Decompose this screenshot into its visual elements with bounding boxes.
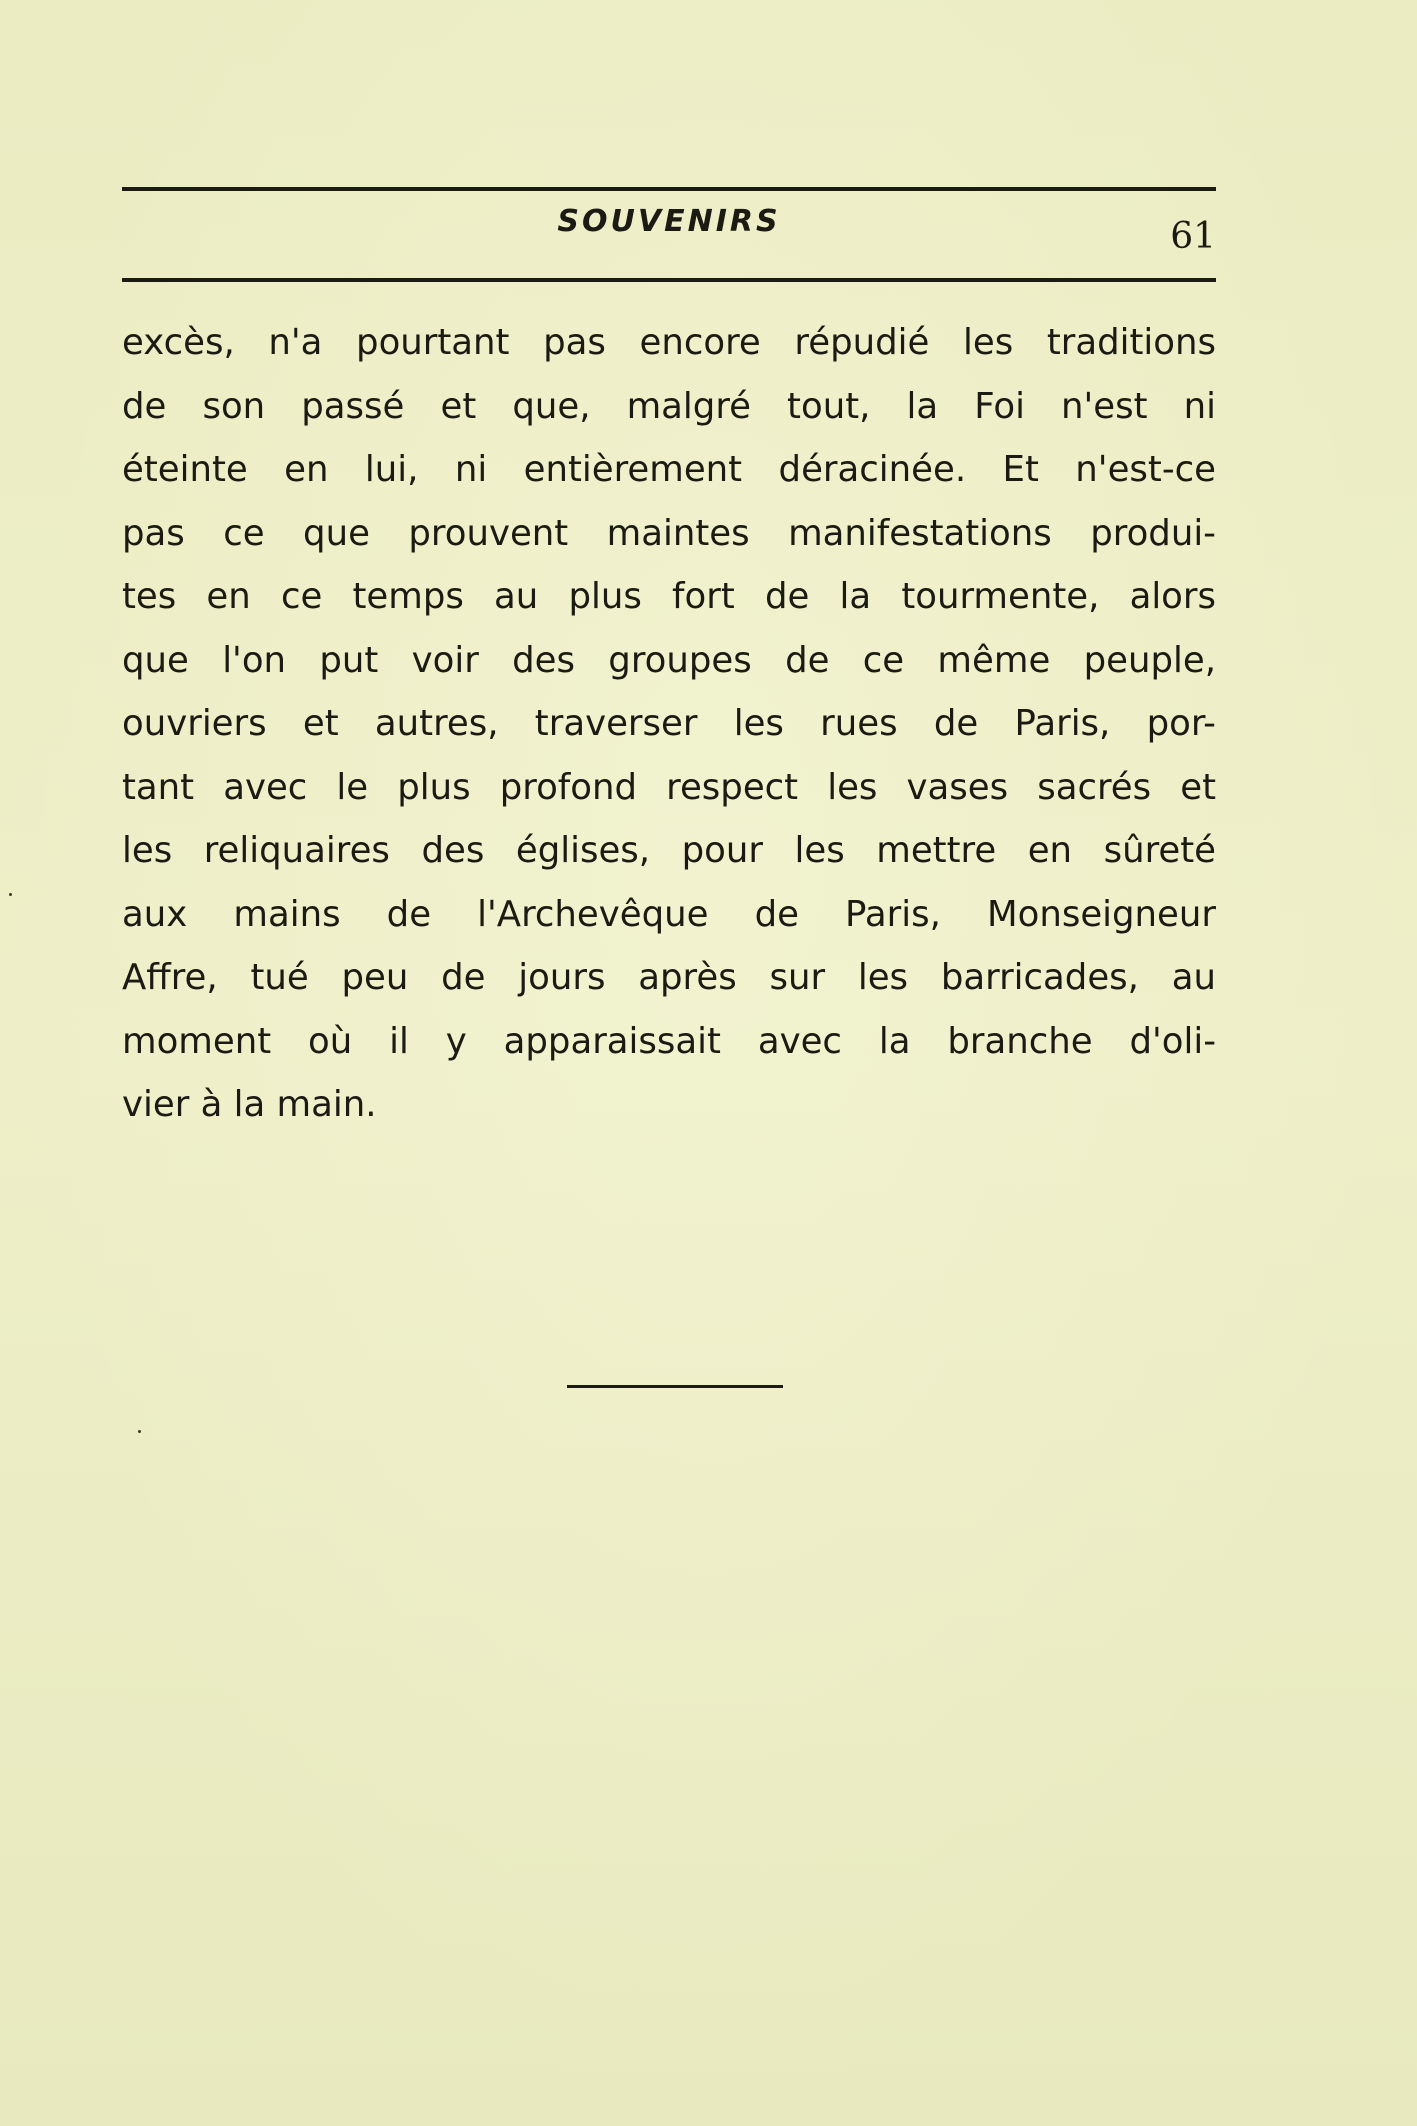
- text-line: moment où il y apparaissait avec la branche d'oli-: [122, 1020, 1216, 1062]
- paper-speck: [9, 893, 12, 896]
- header-top-rule: [122, 187, 1216, 191]
- text-line: excès, n'a pourtant pas encore répudié les traditions: [122, 322, 1216, 363]
- text-line: pas ce que prouvent maintes manifestations produi-: [122, 512, 1216, 554]
- text-line: que l'on put voir des groupes de ce même peuple,: [122, 639, 1216, 681]
- header-bottom-rule: [122, 278, 1216, 282]
- body-paragraph: [122, 311, 1216, 1137]
- text-line: éteinte en lui, ni entièrement déracinée. Et n'est-ce: [122, 449, 1216, 490]
- text-line: Affre, tué peu de jours après sur les barricades, au: [122, 957, 1216, 998]
- page-number: 61: [1170, 216, 1216, 257]
- text-line: tes en ce temps au plus fort de la tourmente, alors: [122, 576, 1216, 617]
- text-line: tant avec le plus profond respect les vases sacrés et: [122, 766, 1216, 808]
- paper-speck: [138, 1430, 141, 1433]
- text-line: aux mains de l'Archevêque de Paris, Monseigneur: [122, 893, 1216, 935]
- text-line: ouvriers et autres, traverser les rues de Paris, por-: [122, 703, 1216, 744]
- text-line: de son passé et que, malgré tout, la Foi n'est ni: [122, 385, 1216, 427]
- text-line: les reliquaires des églises, pour les mettre en sûreté: [122, 830, 1216, 871]
- chapter-end-rule: [567, 1385, 783, 1388]
- text-line: vier à la main.: [122, 1084, 377, 1125]
- running-title: SOUVENIRS: [557, 204, 781, 239]
